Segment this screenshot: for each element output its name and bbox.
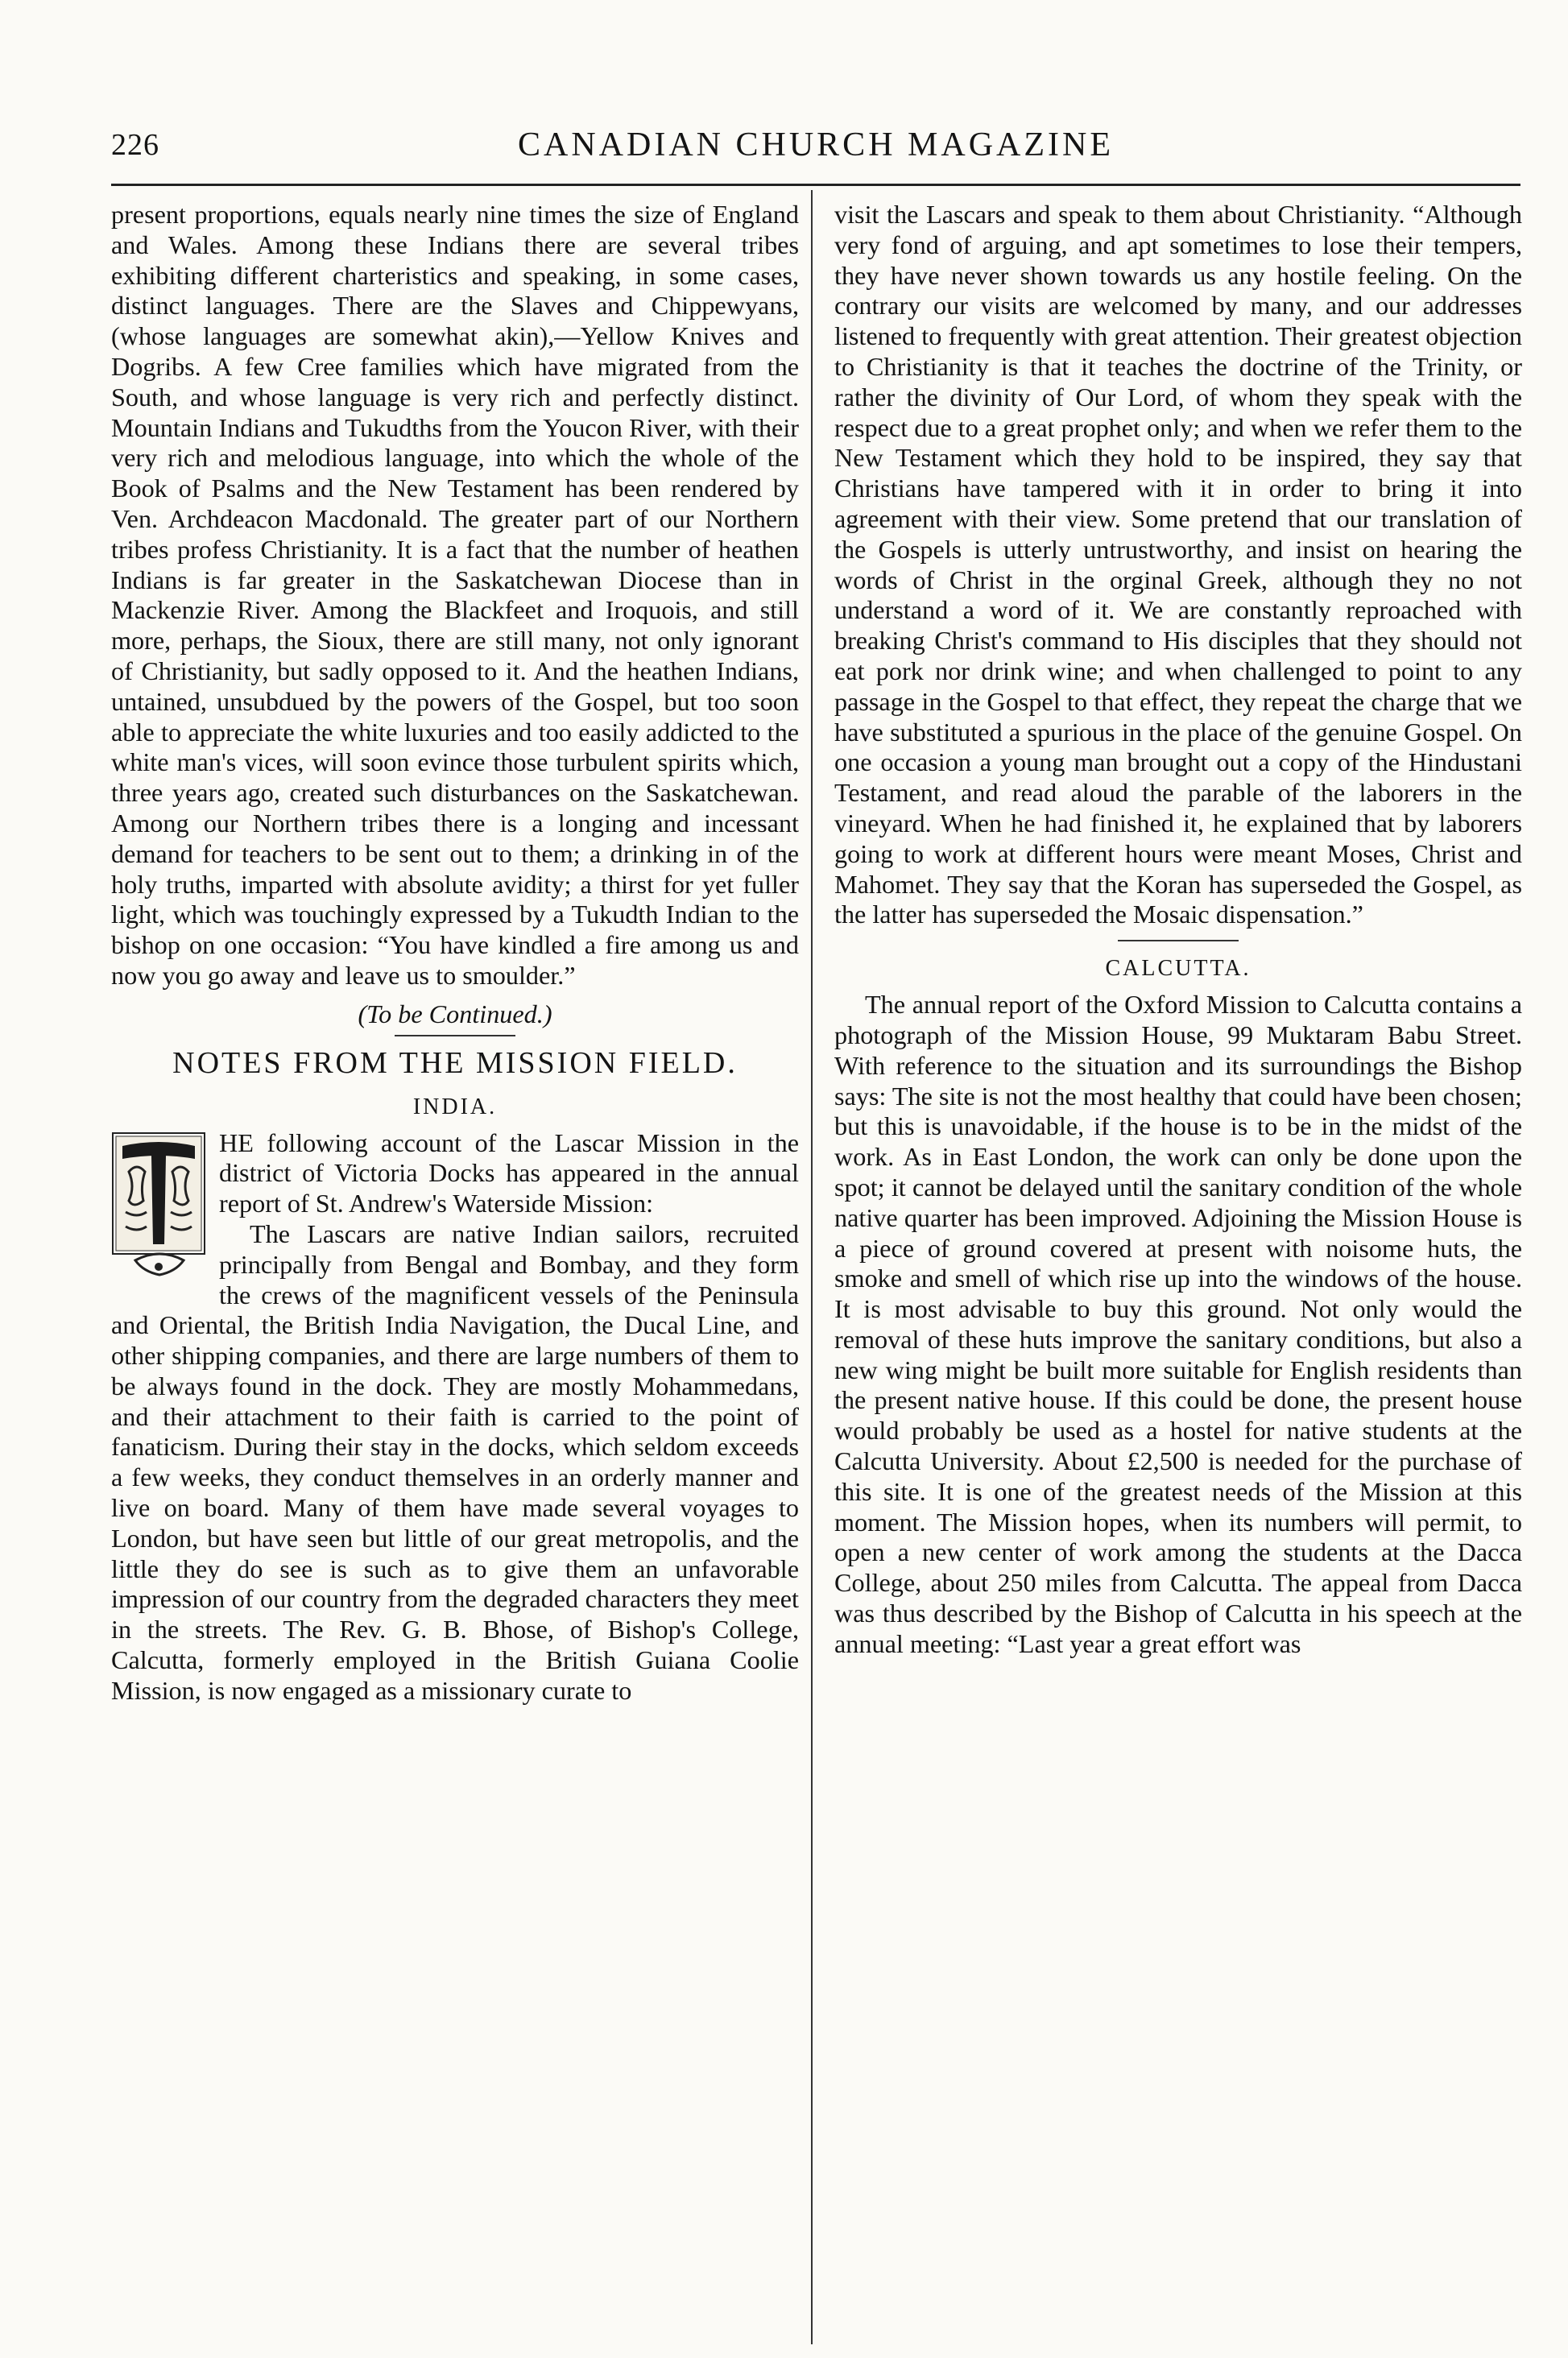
lascar-continuation-text: visit the Lascars and speak to them about Christianity. “Although very fond of arguing, and apt sometimes to lose their tempers, they have never shown towards us any hostile feeling. On the contrary our visits are welcomed by many, and our addresses listened to frequently with great attention. Their greatest objection to Christianity is that it teaches the doctrine of the Trinity, or rather the divinity of Our Lord, of whom they speak with the respect due to a great prophet only; and when we refer them to the New Testament which they hold to be inspired, they say that Christians have tampered with it in order to bring it into agreement with their view. Some pretend that our translation of the Gospels is utterly untrustworthy, and insist on hearing the words of Christ in the orginal Greek, although they no not understand a word of it. We are constantly reproached with breaking Christ's command to His disciples that they should not eat pork nor drink wine; and when challenged to point to any passage in the Gospel to that effect, they repeat the charge that we have substituted a spurious in the place of the genuine Gospel. On one occasion a young man brought out a copy of the Hindustani Testament, and read aloud the parable of the laborers in the vineyard. When he had finished it, he explained that by laborers going to work at different hours were meant Moses, Christ and Mahomet. They say that the Koran has superseded the Gospel, as the latter has superseded the Mosaic dispensation.” [834,200,1522,929]
header-rule [111,184,1520,186]
calcutta-heading: CALCUTTA. [1105,956,1252,982]
left-column [111,200,799,1706]
page-header [111,121,1520,177]
ornamental-drop-cap [111,1131,206,1283]
running-title: CANADIAN CHURCH MAGAZINE [518,126,1114,163]
india-heading: INDIA. [412,1094,498,1119]
calcutta-body-text: The annual report of the Oxford Mission to Calcutta contains a photograph of the Mission House, 99 Muktaram Babu Street. With reference to the situation and its surroundings the Bishop says: The site is not the most healthy that could have been chosen; but this is unavoidable, if the house is to be in the midst of the work. As in East London, the work can only be done upon the spot; it cannot be delayed until the sanitary condition of the whole native quarter has been improved. Adjoining the Mission House is a piece of ground covered at present with noisome huts, the smoke and smell of which rise up into the windows of the house. It is most advisable to buy this ground. Not only would the removal of these huts improve the sanitary conditions, but also a new wing might be built more suitable for English residents than the present native house. If this could be done, the present house would probably be used as a hostel for native students at the Calcutta University. About £2,500 is needed for the purchase of this site. It is one of the greatest needs of the Mission at this moment. The Mission hopes, when its numbers will permit, to open a new center of work among the students at the Dacca College, about 250 miles from Calcutta. The appeal from Dacca was thus described by the Bishop of Calcutta in his speech at the annual meeting: “Last year a great effort was [834,990,1522,1658]
india-body-text: The Lascars are native Indian sailors, recruited principally from Bengal and Bombay, and they form the crews of the magnificent vessels of the Peninsula and Oriental, the British India Navigation, the Ducal Line, and other shipping companies, and there are large numbers of them to be always found in the dock. They are mostly Mohammedans, and their attachment to their faith is carried to the point of fanaticism. During their stay in the docks, which seldom exceeds a few weeks, they conduct themselves in an orderly manner and live on board. Many of them have made several voyages to London, but have seen but little of our great metropolis, and the little they do see is such as to give them an unfavorable impression of our country from the degraded characters they meet in the streets. The Rev. G. B. Bhose, of Bishop's College, Calcutta, formerly employed in the British Guiana Coolie Mission, is now engaged as a missionary curate to [111,1218,799,1705]
section-divider [395,1035,515,1036]
india-intro-text: HE following account of the Lascar Mission in the district of Victoria Docks has appeared in the annual report of St. Andrew's Waterside Mission: [219,1127,799,1218]
right-column [834,200,1522,1660]
section-divider [1118,940,1239,941]
section-title: NOTES FROM THE MISSION FIELD. [172,1045,738,1080]
column-divider [811,190,813,2344]
article-continuation-text: present proportions, equals nearly nine times the size of England and Wales. Among these Indians there are several tribes exhibiting different charteristics and speaking, in some cases, distinct languages. There are the Slaves and Chippewyans, (whose languages are somewhat akin),—Yellow Knives and Dogribs. A few Cree families which have migrated from the South, and whose language is very rich and perfectly distinct. Mountain Indians and Tukudths from the Youcon River, with their very rich and melodious language, into which the whole of the Book of Psalms and the New Testament has been rendered by Ven. Archdeacon Macdonald. The greater part of our Northern tribes profess Christianity. It is a fact that the number of heathen Indians is far greater in the Saskatchewan Diocese than in Mackenzie River. Among the Blackfeet and Iroquois, and still more, perhaps, the Sioux, there are still many, not only ignorant of Christianity, but sadly opposed to it. And the heathen Indians, untained, unsubdued by the powers of the Gospel, but too soon able to appreciate the white luxuries and too easily addicted to the white man's vices, will soon evince those turbulent spirits which, three years ago, created such disturbances on the Saskatchewan. Among our Northern tribes there is a longing and incessant demand for teachers to be sent out to them; a drinking in of the holy truths, imparted with absolute avidity; a thirst for yet fuller light, which was touchingly expressed by a Tukudth Indian to the bishop on one occasion: “You have kindled a fire among us and now you go away and leave us to smoulder.” [111,200,799,990]
to-be-continued-note: (To be Continued.) [358,999,552,1028]
page-number: 226 [111,128,159,162]
